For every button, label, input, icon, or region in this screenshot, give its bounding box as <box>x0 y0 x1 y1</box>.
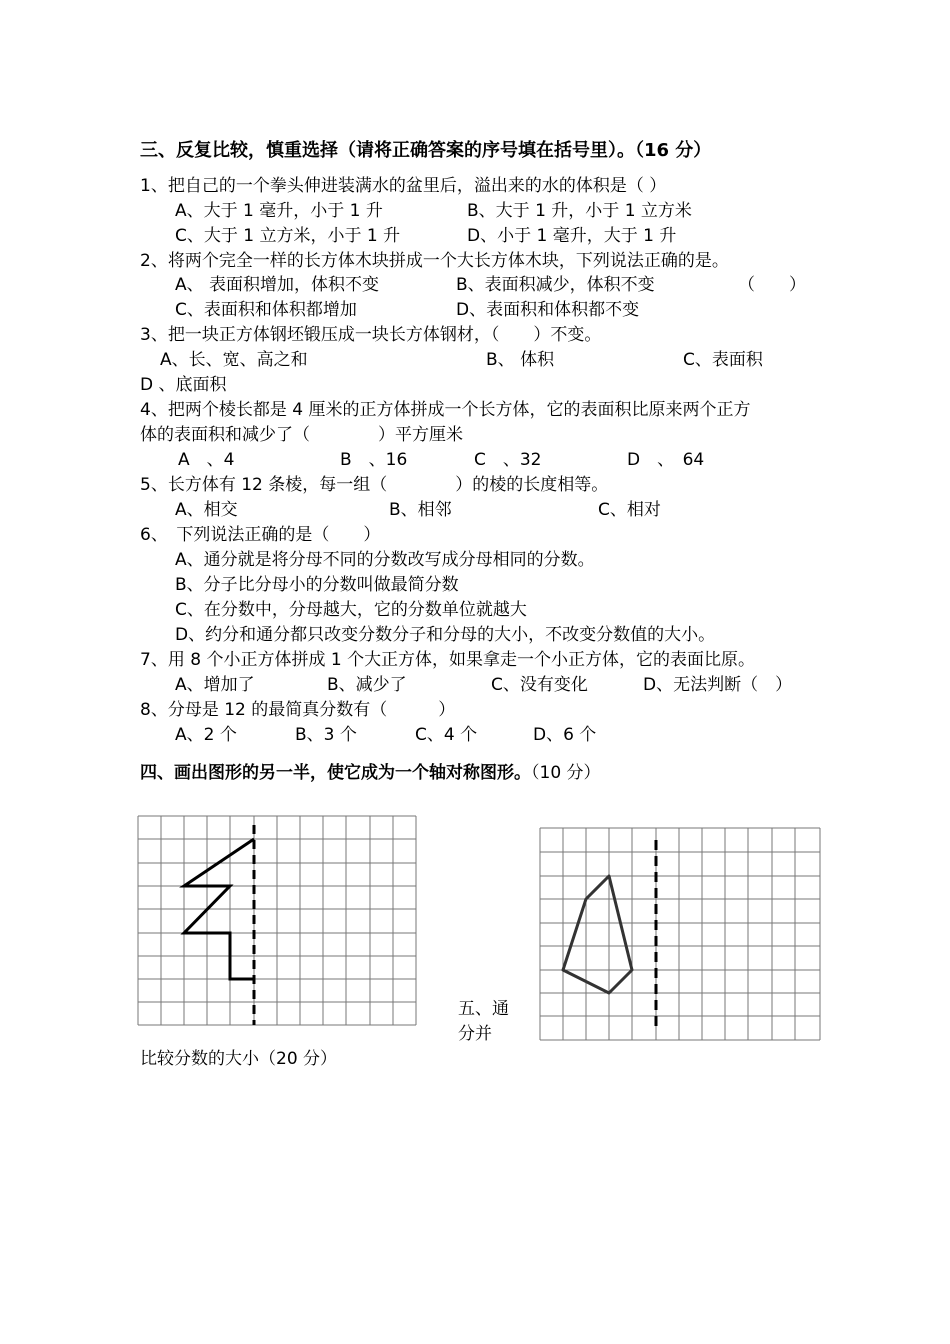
section4-heading: 四、画出图形的另一半，使它成为一个轴对称图形。 <box>140 763 531 783</box>
q1-option-a: A、大于 1 毫升，小于 1 升 <box>175 201 383 221</box>
q4-option-a: A 、4 <box>178 450 235 470</box>
q5-stem: 5、长方体有 12 条棱，每一组（ ）的棱的长度相等。 <box>140 475 609 495</box>
q8-option-c: C、4 个 <box>415 725 478 745</box>
q6-option-c: C、在分数中，分母越大，它的分数单位就越大 <box>175 600 527 620</box>
q6-option-b: B、分子比分母小的分数叫做最简分数 <box>175 575 459 595</box>
section3-heading: 三、反复比较，慎重选择（请将正确答案的序号填在括号里）。（16 分） <box>140 140 712 161</box>
half-figure-pentagon <box>563 876 632 993</box>
q5-option-b: B、相邻 <box>389 500 452 520</box>
q7-option-c: C、没有变化 <box>491 675 588 695</box>
q2-stem: 2、将两个完全一样的长方体木块拼成一个大长方体木块，下列说法正确的是。 <box>140 251 729 271</box>
q4-stem-line1: 4、把两个棱长都是 4 厘米的正方体拼成一个长方体，它的表面积比原来两个正方 <box>140 400 751 420</box>
q8-option-b: B、3 个 <box>295 725 357 745</box>
q1-option-c: C、大于 1 立方米，小于 1 升 <box>175 226 401 246</box>
q8-stem: 8、分母是 12 的最简真分数有（ ） <box>140 700 456 720</box>
q8-option-a: A、2 个 <box>175 725 237 745</box>
q5-option-c: C、相对 <box>598 500 661 520</box>
q6-stem: 6、 下列说法正确的是（ ） <box>140 525 381 545</box>
q5-option-a: A、相交 <box>175 500 238 520</box>
section5-heading-part1: 五、通 <box>458 999 509 1019</box>
section4-heading-line <box>140 762 601 784</box>
q2-option-b: B、表面积减少，体积不变 <box>456 275 655 295</box>
q7-stem: 7、用 8 个小正方体拼成 1 个大正方体，如果拿走一个小正方体，它的表面比原。 <box>140 650 756 670</box>
q4-option-c: C 、32 <box>474 450 542 470</box>
q6-option-a: A、通分就是将分母不同的分数改写成分母相同的分数。 <box>175 550 595 570</box>
q3-option-c: C、表面积 <box>683 350 763 370</box>
q1-stem: 1、把自己的一个拳头伸进装满水的盆里后，溢出来的水的体积是（ ） <box>140 176 667 196</box>
q3-option-b: B、 体积 <box>486 350 555 370</box>
q3-option-a: A、长、宽、高之和 <box>160 350 308 370</box>
grid-figure-right <box>538 826 824 1042</box>
q7-option-a: A、增加了 <box>175 675 255 695</box>
section5-heading-part2: 分并 <box>458 1024 492 1044</box>
q3-option-d: D 、底面积 <box>140 375 227 395</box>
q4-stem-line2: 体的表面积和减少了（ ）平方厘米 <box>140 425 463 445</box>
q4-option-d: D 、 64 <box>627 450 705 470</box>
section4-points: （10 分） <box>531 763 601 783</box>
q1-option-d: D、小于 1 毫升，大于 1 升 <box>467 226 677 246</box>
q6-option-d: D、约分和通分都只改变分数分子和分母的大小，不改变分数值的大小。 <box>175 625 716 645</box>
q2-answer-paren: （ ） <box>738 275 806 295</box>
q2-option-c: C、表面积和体积都增加 <box>175 300 357 320</box>
q2-option-a: A、 表面积增加，体积不变 <box>175 275 380 295</box>
q4-option-b: B 、16 <box>340 450 408 470</box>
grid-figure-left <box>136 813 420 1027</box>
q1-option-b: B、大于 1 升，小于 1 立方米 <box>467 201 692 221</box>
section5-heading-part3: 比较分数的大小（20 分） <box>140 1049 338 1069</box>
q2-option-d: D、表面积和体积都不变 <box>456 300 640 320</box>
q7-option-d: D、无法判断（ ） <box>643 675 793 695</box>
q7-option-b: B、减少了 <box>327 675 407 695</box>
q8-option-d: D、6 个 <box>533 725 597 745</box>
q3-stem: 3、把一块正方体钢坯锻压成一块长方体钢材，（ ）不变。 <box>140 325 602 345</box>
